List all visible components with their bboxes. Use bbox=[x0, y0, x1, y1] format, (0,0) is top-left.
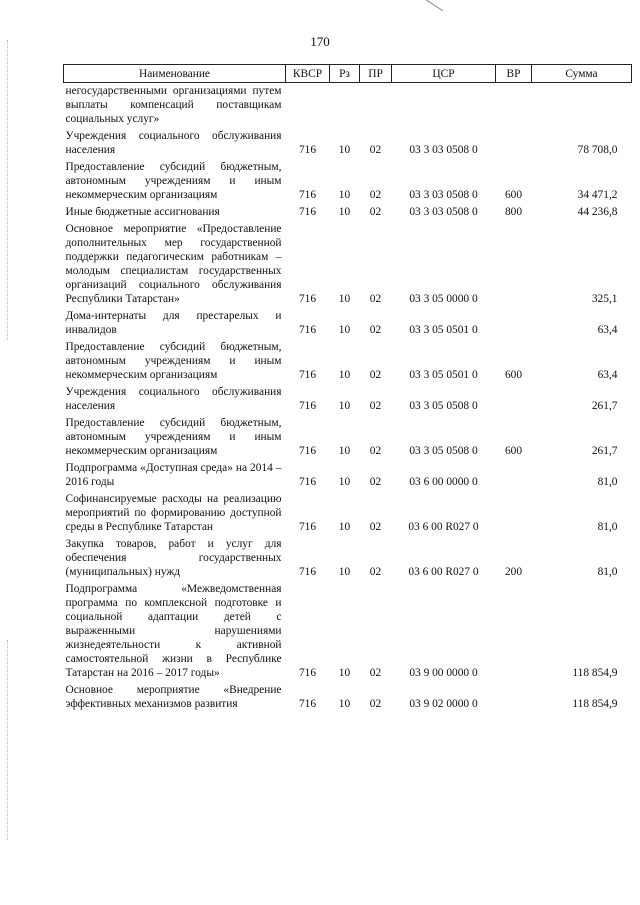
cell-vr bbox=[496, 308, 532, 339]
cell-pr: 02 bbox=[369, 521, 382, 533]
cell-pr: 02 bbox=[369, 369, 382, 381]
cell-sum: 81,0 bbox=[597, 476, 618, 488]
cell-name: Учреждения социального обслуживания населения bbox=[65, 386, 282, 412]
cell-sum: 325,1 bbox=[591, 293, 618, 305]
cell-name: Основное мероприятие «Предоставление дополнительных мер государственной поддержки педагогическим работникам – молодым специалистам государственных организаций социального обслуживания Республики Татарстан» bbox=[65, 223, 282, 305]
cell-name: Подпрограмма «Доступная среда» на 2014 – 2016 годы bbox=[65, 462, 282, 488]
cell-name: Предоставление субсидий бюджетным, автономным учреждениям и иным некоммерческим организациям bbox=[65, 341, 282, 381]
budget-table bbox=[63, 64, 632, 713]
cell-csr: 03 3 03 0508 0 bbox=[409, 206, 478, 218]
header-pr: ПР bbox=[360, 65, 392, 83]
cell-vr bbox=[496, 384, 532, 415]
header-sum: Сумма bbox=[532, 65, 632, 83]
cell-vr bbox=[496, 460, 532, 491]
cell-csr: 03 3 03 0508 0 bbox=[409, 144, 478, 156]
cell-vr bbox=[496, 682, 532, 713]
cell-pr: 02 bbox=[369, 189, 382, 201]
cell-rz: 10 bbox=[338, 400, 351, 412]
cell-csr: 03 3 05 0508 0 bbox=[409, 400, 478, 412]
cell-csr: 03 6 00 0000 0 bbox=[409, 476, 478, 488]
cell-vr bbox=[496, 491, 532, 536]
cell-vr bbox=[496, 83, 532, 129]
cell-csr: 03 3 05 0000 0 bbox=[409, 293, 478, 305]
cell-pr: 02 bbox=[369, 144, 382, 156]
cell-kvsr: 716 bbox=[298, 698, 317, 710]
cell-sum: 63,4 bbox=[597, 324, 618, 336]
cell-pr: 02 bbox=[369, 566, 382, 578]
cell-pr: 02 bbox=[369, 445, 382, 457]
table-row bbox=[64, 83, 632, 129]
cell-name: Дома-интернаты для престарелых и инвалидов bbox=[65, 310, 282, 336]
cell-csr: 03 3 03 0508 0 bbox=[409, 189, 478, 201]
header-kvsr: КВСР bbox=[286, 65, 330, 83]
cell-csr: 03 6 00 R027 0 bbox=[408, 521, 479, 533]
cell-name: Предоставление субсидий бюджетным, автономным учреждениям и иным некоммерческим организациям bbox=[65, 161, 282, 201]
cell-sum: 261,7 bbox=[591, 445, 618, 457]
cell-csr: 03 3 05 0501 0 bbox=[409, 324, 478, 336]
cell-rz: 10 bbox=[338, 667, 351, 679]
cell-name: Основное мероприятие «Внедрение эффективных механизмов развития bbox=[65, 684, 282, 710]
cell-rz: 10 bbox=[338, 476, 351, 488]
cell-name: Закупка товаров, работ и услуг для обеспечения государственных (муниципальных) нужд bbox=[65, 538, 282, 578]
margin-mark bbox=[7, 40, 9, 340]
cell-sum bbox=[532, 83, 632, 129]
cell-csr: 03 6 00 R027 0 bbox=[408, 566, 479, 578]
cell-kvsr: 716 bbox=[298, 206, 317, 218]
table-row bbox=[64, 460, 632, 491]
table-row bbox=[64, 159, 632, 204]
cell-rz: 10 bbox=[338, 566, 351, 578]
cell-rz: 10 bbox=[338, 521, 351, 533]
cell-pr: 02 bbox=[369, 293, 382, 305]
cell-sum: 118 854,9 bbox=[572, 667, 618, 679]
cell-vr bbox=[496, 581, 532, 682]
cell-pr: 02 bbox=[369, 206, 382, 218]
cell-kvsr: 716 bbox=[298, 144, 317, 156]
cell-vr bbox=[496, 128, 532, 159]
table-header-row bbox=[64, 65, 632, 83]
cell-name: Софинансируемые расходы на реализацию мероприятий по формированию доступной среды в Республике Татарстан bbox=[65, 493, 282, 533]
cell-pr: 02 bbox=[369, 476, 382, 488]
cell-vr bbox=[496, 221, 532, 308]
table-row bbox=[64, 128, 632, 159]
cell-rz: 10 bbox=[338, 324, 351, 336]
table-row bbox=[64, 682, 632, 713]
cell-kvsr: 716 bbox=[298, 667, 317, 679]
cell-csr: 03 3 05 0501 0 bbox=[409, 369, 478, 381]
table-row bbox=[64, 491, 632, 536]
cell-kvsr: 716 bbox=[298, 445, 317, 457]
cell-sum: 81,0 bbox=[597, 521, 618, 533]
cell-name: негосударственными организациями путем выплаты компенсаций поставщикам социальных услуг» bbox=[65, 85, 282, 125]
cell-csr: 03 9 02 0000 0 bbox=[409, 698, 478, 710]
page-number: 170 bbox=[310, 34, 330, 49]
cell-kvsr: 716 bbox=[298, 400, 317, 412]
cell-vr: 600 bbox=[504, 189, 523, 201]
cell-sum: 81,0 bbox=[597, 566, 618, 578]
cell-sum: 78 708,0 bbox=[577, 144, 618, 156]
table-row bbox=[64, 384, 632, 415]
cell-rz: 10 bbox=[338, 189, 351, 201]
cell-kvsr: 716 bbox=[298, 324, 317, 336]
cell-kvsr: 716 bbox=[298, 293, 317, 305]
cell-sum: 118 854,9 bbox=[572, 698, 618, 710]
cell-kvsr: 716 bbox=[298, 189, 317, 201]
cell-kvsr: 716 bbox=[298, 369, 317, 381]
cell-kvsr: 716 bbox=[298, 476, 317, 488]
cell-csr bbox=[392, 83, 496, 129]
table-row bbox=[64, 204, 632, 221]
cell-vr: 600 bbox=[504, 369, 523, 381]
cell-rz: 10 bbox=[338, 206, 351, 218]
cell-csr: 03 9 00 0000 0 bbox=[409, 667, 478, 679]
cell-pr: 02 bbox=[369, 698, 382, 710]
cell-sum: 261,7 bbox=[591, 400, 618, 412]
cell-kvsr bbox=[286, 83, 330, 129]
scan-mark bbox=[417, 0, 443, 11]
table-row bbox=[64, 339, 632, 384]
cell-name: Предоставление субсидий бюджетным, автономным учреждениям и иным некоммерческим организациям bbox=[65, 417, 282, 457]
table-row bbox=[64, 536, 632, 581]
cell-csr: 03 3 05 0508 0 bbox=[409, 445, 478, 457]
cell-name: Иные бюджетные ассигнования bbox=[65, 206, 220, 218]
table-row bbox=[64, 415, 632, 460]
header-csr: ЦСР bbox=[392, 65, 496, 83]
cell-name: Подпрограмма «Межведомственная программа по комплексной подготовке и социальной адаптации детей с выраженными нарушениями жизнедеятельности к активной самостоятельной жизни в Республике Татарстан на 2016 – 2017 годы» bbox=[65, 583, 282, 679]
cell-sum: 34 471,2 bbox=[577, 189, 618, 201]
cell-sum: 44 236,8 bbox=[577, 206, 618, 218]
header-name: Наименование bbox=[64, 65, 286, 83]
table-row bbox=[64, 221, 632, 308]
cell-vr: 200 bbox=[504, 566, 523, 578]
cell-kvsr: 716 bbox=[298, 521, 317, 533]
table-row bbox=[64, 581, 632, 682]
cell-rz: 10 bbox=[338, 144, 351, 156]
header-rz: Рз bbox=[330, 65, 360, 83]
cell-pr: 02 bbox=[369, 667, 382, 679]
cell-name: Учреждения социального обслуживания населения bbox=[65, 130, 282, 156]
margin-mark bbox=[7, 640, 9, 840]
cell-pr bbox=[360, 83, 392, 129]
cell-rz: 10 bbox=[338, 293, 351, 305]
header-vr: ВР bbox=[496, 65, 532, 83]
cell-vr: 600 bbox=[504, 445, 523, 457]
cell-sum: 63,4 bbox=[597, 369, 618, 381]
cell-rz: 10 bbox=[338, 698, 351, 710]
cell-kvsr: 716 bbox=[298, 566, 317, 578]
cell-rz: 10 bbox=[338, 369, 351, 381]
table-body bbox=[64, 83, 632, 714]
cell-vr: 800 bbox=[504, 206, 523, 218]
cell-rz bbox=[330, 83, 360, 129]
table-row bbox=[64, 308, 632, 339]
cell-rz: 10 bbox=[338, 445, 351, 457]
cell-pr: 02 bbox=[369, 324, 382, 336]
cell-pr: 02 bbox=[369, 400, 382, 412]
